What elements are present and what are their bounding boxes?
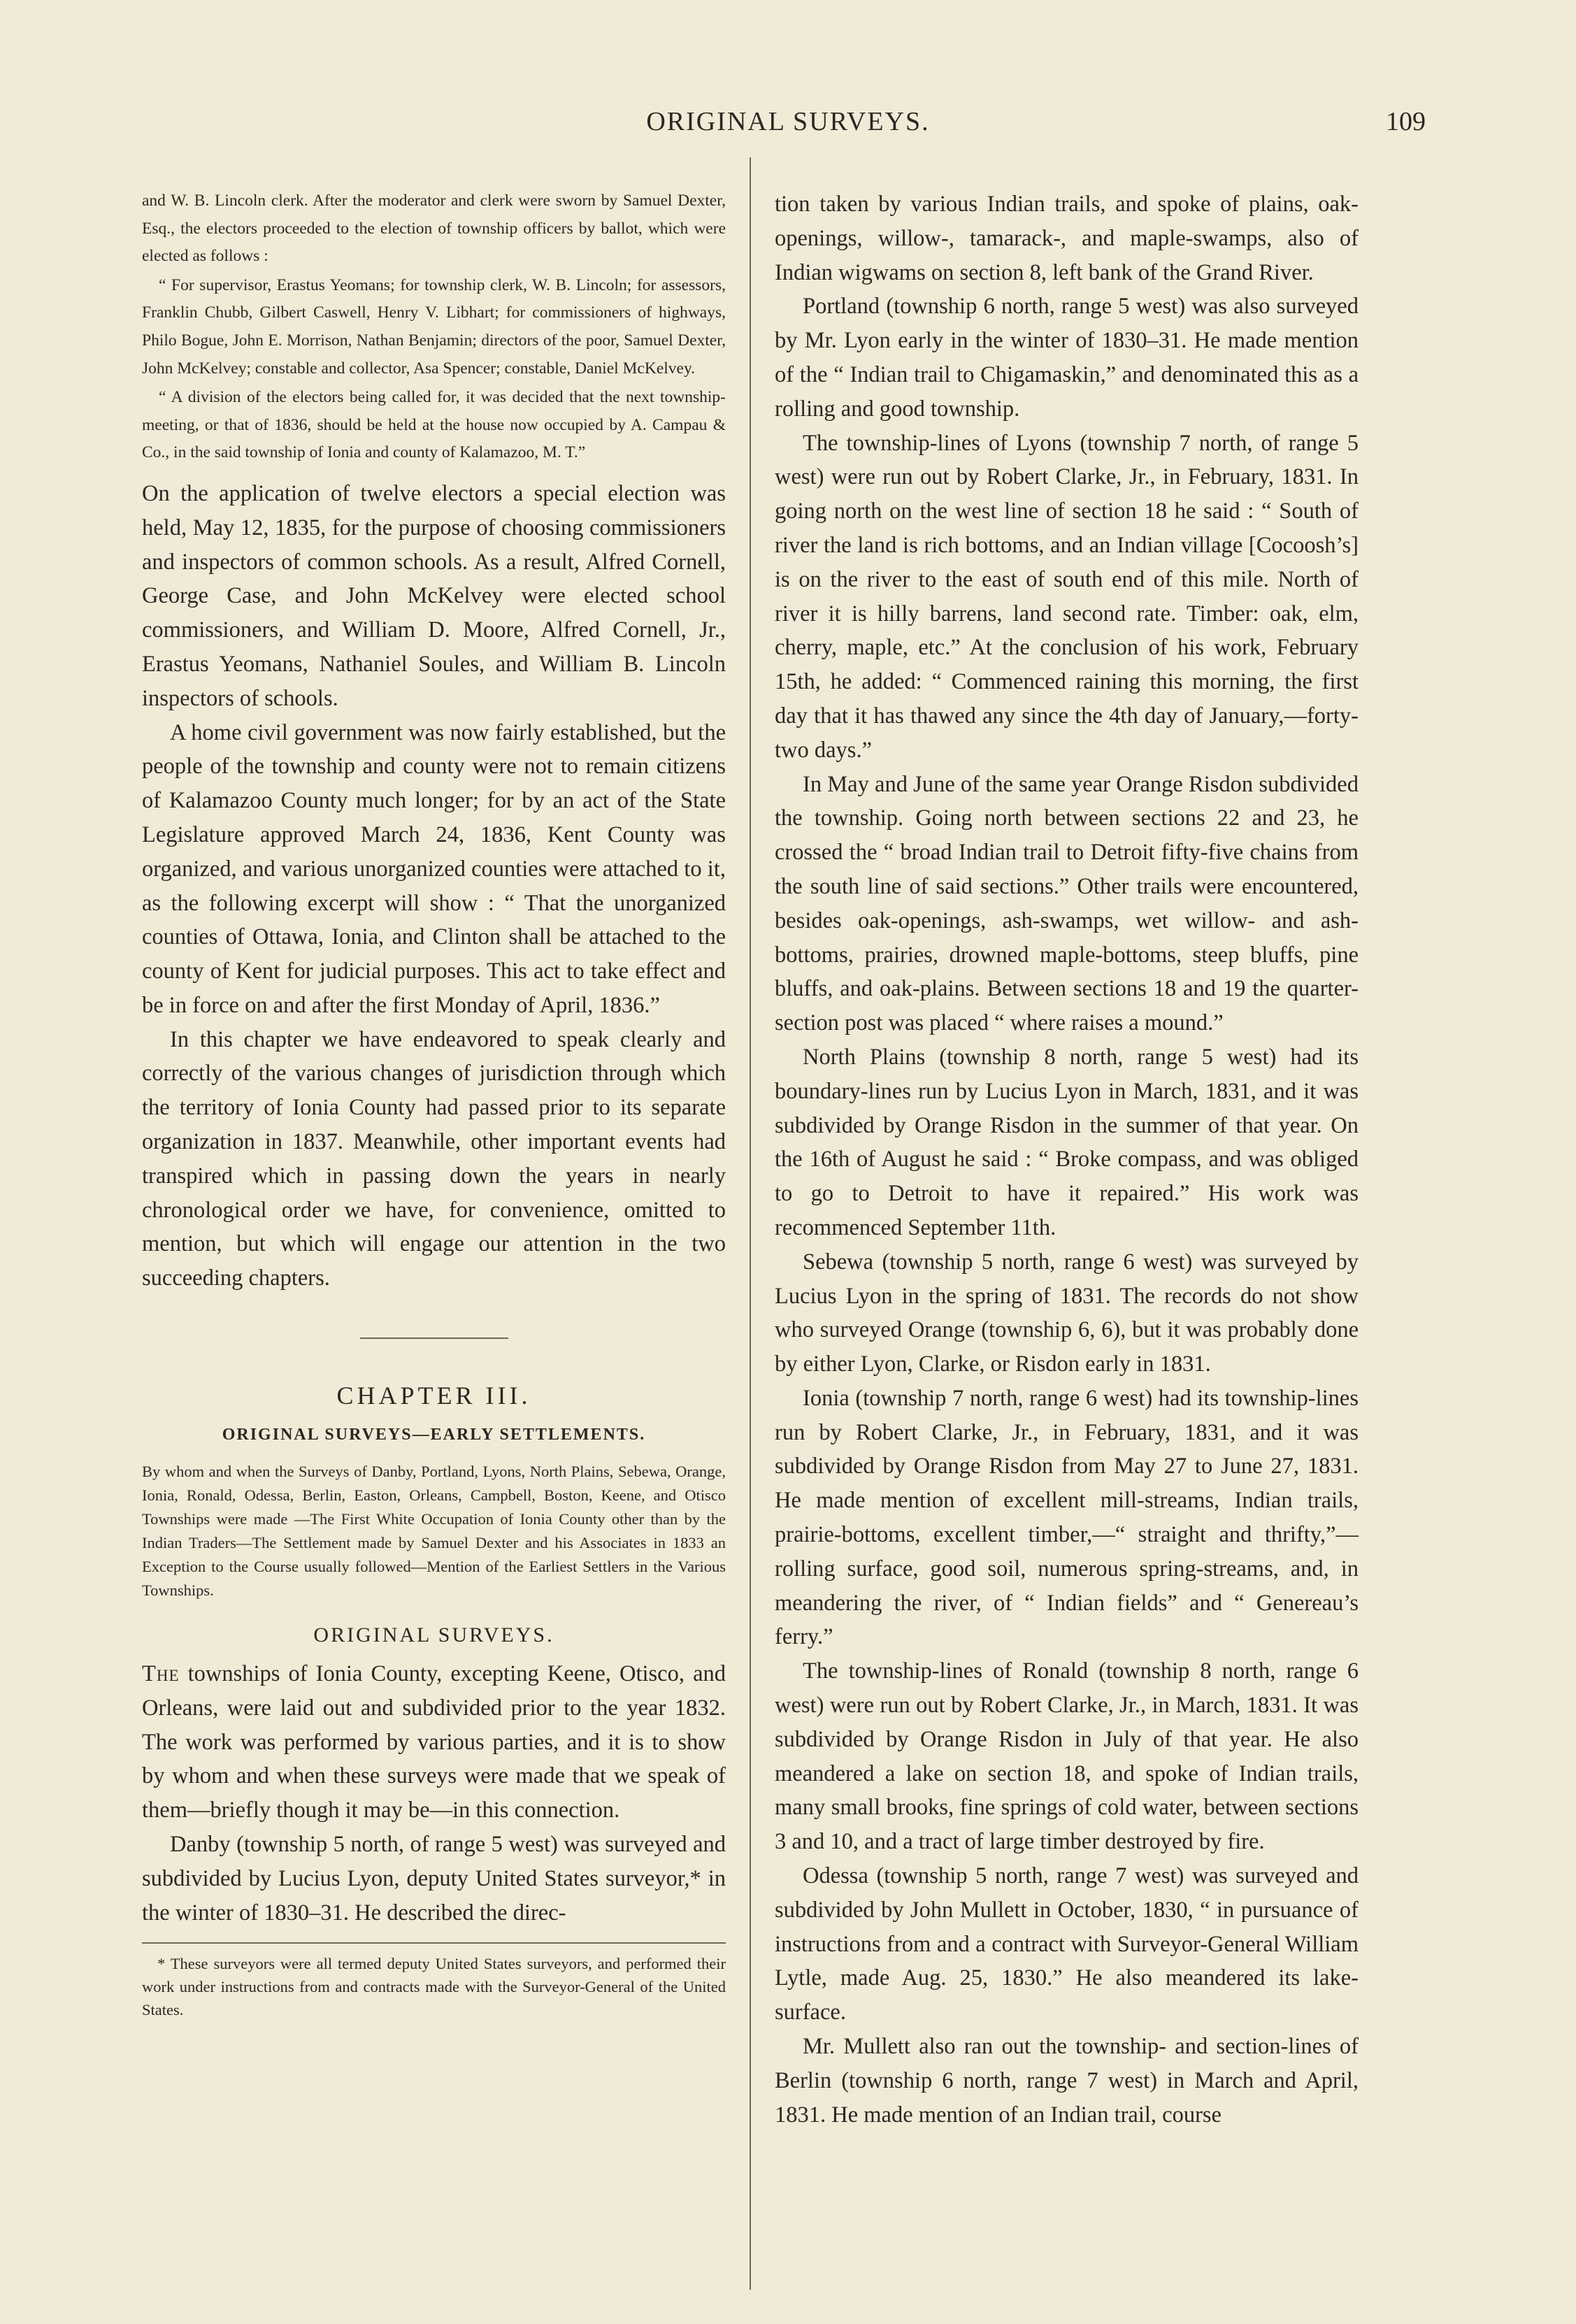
portland-paragraph: Portland (township 6 north, range 5 west) was also surveyed by Mr. Lyon early in the winter of 1830–31. He made mention of the “ Indian trail to Chigamaskin,” and denominated this as a rolling and good township.	[775, 294, 1359, 422]
section-heading: ORIGINAL SURVEYS.	[313, 1623, 554, 1647]
danby-continued-paragraph: tion taken by various Indian trails, and spoke of plains, oak-openings, willow-, tamarack-, and maple-swamps, also of Indian wigwams on section 8, left bank of the Grand River.	[775, 192, 1359, 285]
running-title: ORIGINAL SURVEYS.	[646, 107, 930, 136]
danby-paragraph: Danby (township 5 north, of range 5 west) was surveyed and subdivided by Lucius Lyon, deputy United States surveyor,* in the winter of 1830–31. He described the direc-	[142, 1832, 726, 1925]
odessa-paragraph: Odessa (township 5 north, range 7 west) was surveyed and subdivided by John Mullett in October, 1830, “ in pursuance of instructions from and a contract with Surveyor-General William Lytle, made Aug. 25, 1830.” He also meandered its lake-surface.	[775, 1863, 1359, 2025]
lyons-paragraph: The township-lines of Lyons (township 7 north, of range 5 west) were run out by Robert Clarke, Jr., in February, 1831. In going north on the west line of section 18 he said : “ South of river the land is rich bottoms, and an Indian village [Cocoosh’s] is on the river to the east of south end of this mile. North of river it is hilly barrens, land second rate. Timber: oak, elm, cherry, maple, etc.” At the conclusion of his work, February 15th, he added: “ Commenced raining this morning, the first day that it has thawed any since the 4th day of January,—forty-two days.”	[775, 430, 1359, 763]
chapter-heading: CHAPTER III.	[336, 1382, 531, 1410]
division-quote: “ A division of the electors being called for, it was decided that the next township-meeting, or that of 1836, should be held at the house now occupied by A. Campau & Co., in the said township of Ionia and county of Kalamazoo, M. T.”	[142, 388, 726, 462]
column-divider	[750, 157, 751, 2290]
meeting-minutes-text: and W. B. Lincoln clerk. After the moderator and clerk were sworn by Samuel Dexter, Esq., the electors proceeded to the election of township officers by ballot, which were elected as follows :	[142, 192, 726, 266]
sebewa-paragraph: Sebewa (township 5 north, range 6 west) was surveyed by Lucius Lyon in the spring of 1831. The records do not show who surveyed Orange (township 6, 6), but it was probably done by either Lyon, Clarke, or Risdon early in 1831.	[775, 1249, 1359, 1377]
left-column	[142, 187, 726, 2021]
running-head	[0, 106, 1576, 148]
footnote: * These surveyors were all termed deputy United States surveyors, and performed their work under instructions from and contracts made with the Surveyor-General of the United States.	[142, 1955, 726, 2019]
section-separator	[360, 1337, 508, 1339]
chapter-subtitle: ORIGINAL SURVEYS—EARLY SETTLEMENTS.	[222, 1426, 646, 1444]
townships-paragraph-text: townships of Ionia County, excepting Keene, Otisco, and Orleans, were laid out and subdivided prior to the year 1832. The work was performed by various parties, and it is to show by whom and when these surveys were made that we speak of them—briefly though it may be—in this connection.	[142, 1661, 726, 1823]
chapter-synopsis: By whom and when the Surveys of Danby, Portland, Lyons, North Plains, Sebewa, Orange, Ionia, Ronald, Odessa, Berlin, Easton, Orleans, Campbell, Boston, Keene, and Otisco Townships were made —The First White Occupation of Ionia County other than by the Indian Traders—The Settlement made by Samuel Dexter and his Associates in 1833 an Exception to the Course usually followed—Mention of the Earliest Settlers in the Various Townships.	[142, 1463, 726, 1600]
officers-quote: “ For supervisor, Erastus Yeomans; for township clerk, W. B. Lincoln; for assessors, Franklin Chubb, Gilbert Caswell, Henry V. Libhart; for commissioners of highways, Philo Bogue, John E. Morrison, Nathan Benjamin; directors of the poor, Samuel Dexter, John McKelvey; constable and collector, Asa Spencer; constable, Daniel McKelvey.	[142, 275, 726, 378]
page-number: 109	[1386, 107, 1426, 136]
ionia-paragraph: Ionia (township 7 north, range 6 west) had its township-lines run by Robert Clarke, Jr., in February, 1831, and it was subdivided by Orange Risdon from May 27 to June 27, 1831. He made mention of excellent mill-streams, Indian trails, prairie-bottoms, excellent timber,—“ straight and thrifty,”—rolling surface, good soil, numerous spring-streams, and, in meandering the river, of “ Indian fields” and “ Genereau’s ferry.”	[775, 1385, 1359, 1650]
civil-government-paragraph: A home civil government was now fairly established, but the people of the township and county were not to remain citizens of Kalamazoo County much longer; for by an act of the State Legislature approved March 24, 1836, Kent County was organized, and various unorganized counties were attached to it, as the following excerpt will show : “ That the unorganized counties of Ottawa, Ionia, and Clinton shall be attached to the county of Kent for judicial purposes. This act to take effect and be in force on and after the first Monday of April, 1836.”	[142, 719, 726, 1018]
lead-word: The	[142, 1661, 180, 1687]
risdon-paragraph: In May and June of the same year Orange Risdon subdivided the township. Going north between sections 22 and 23, he crossed the “ broad Indian trail to Detroit fifty-five chains from the south line of said sections.” Other trails were encountered, besides oak-openings, ash-swamps, wet willow- and ash-bottoms, prairies, drowned maple-bottoms, steep bluffs, pine bluffs, and oak-plains. Between sections 18 and 19 the quarter-section post was placed “ where raises a mound.”	[775, 771, 1359, 1036]
berlin-paragraph: Mr. Mullett also ran out the township- and section-lines of Berlin (township 6 north, range 7 west) in March and April, 1831. He made mention of an Indian trail, course	[775, 2034, 1359, 2128]
chapter-closing-paragraph: In this chapter we have endeavored to speak clearly and correctly of the various changes of jurisdiction through which the territory of Ionia County had passed prior to its separate organization in 1837. Meanwhile, other important events had transpired which in passing down the years in nearly chronological order we have, for convenience, omitted to mention, but which will engage our attention in the two succeeding chapters.	[142, 1026, 726, 1291]
ronald-paragraph: The township-lines of Ronald (township 8 north, range 6 west) were run out by Robert Clarke, Jr., in March, 1831. It was subdivided by Orange Risdon in July of that year. He also meandered a lake on section 18, and spoke of Indian trails, many small brooks, fine springs of cold water, between sections 3 and 10, and a tract of large timber destroyed by fire.	[775, 1658, 1359, 1855]
special-election-paragraph: On the application of twelve electors a special election was held, May 12, 1835, for the purpose of choosing commissioners and inspectors of common schools. As a result, Alfred Cornell, George Case, and John McKelvey were elected school commissioners, and William D. Moore, Alfred Cornell, Jr., Erastus Yeomans, Nathaniel Soules, and William B. Lincoln inspectors of schools.	[142, 480, 726, 711]
footnote-rule	[142, 1942, 726, 1944]
townships-paragraph	[142, 1657, 726, 1828]
north-plains-paragraph: North Plains (township 8 north, range 5 west) had its boundary-lines run by Lucius Lyon in March, 1831, and it was subdivided by Orange Risdon in the summer of that year. On the 16th of August he said : “ Broke compass, and was obliged to go to Detroit to have it repaired.” His work was recommenced September 11th.	[775, 1044, 1359, 1240]
right-column	[775, 187, 1359, 2132]
